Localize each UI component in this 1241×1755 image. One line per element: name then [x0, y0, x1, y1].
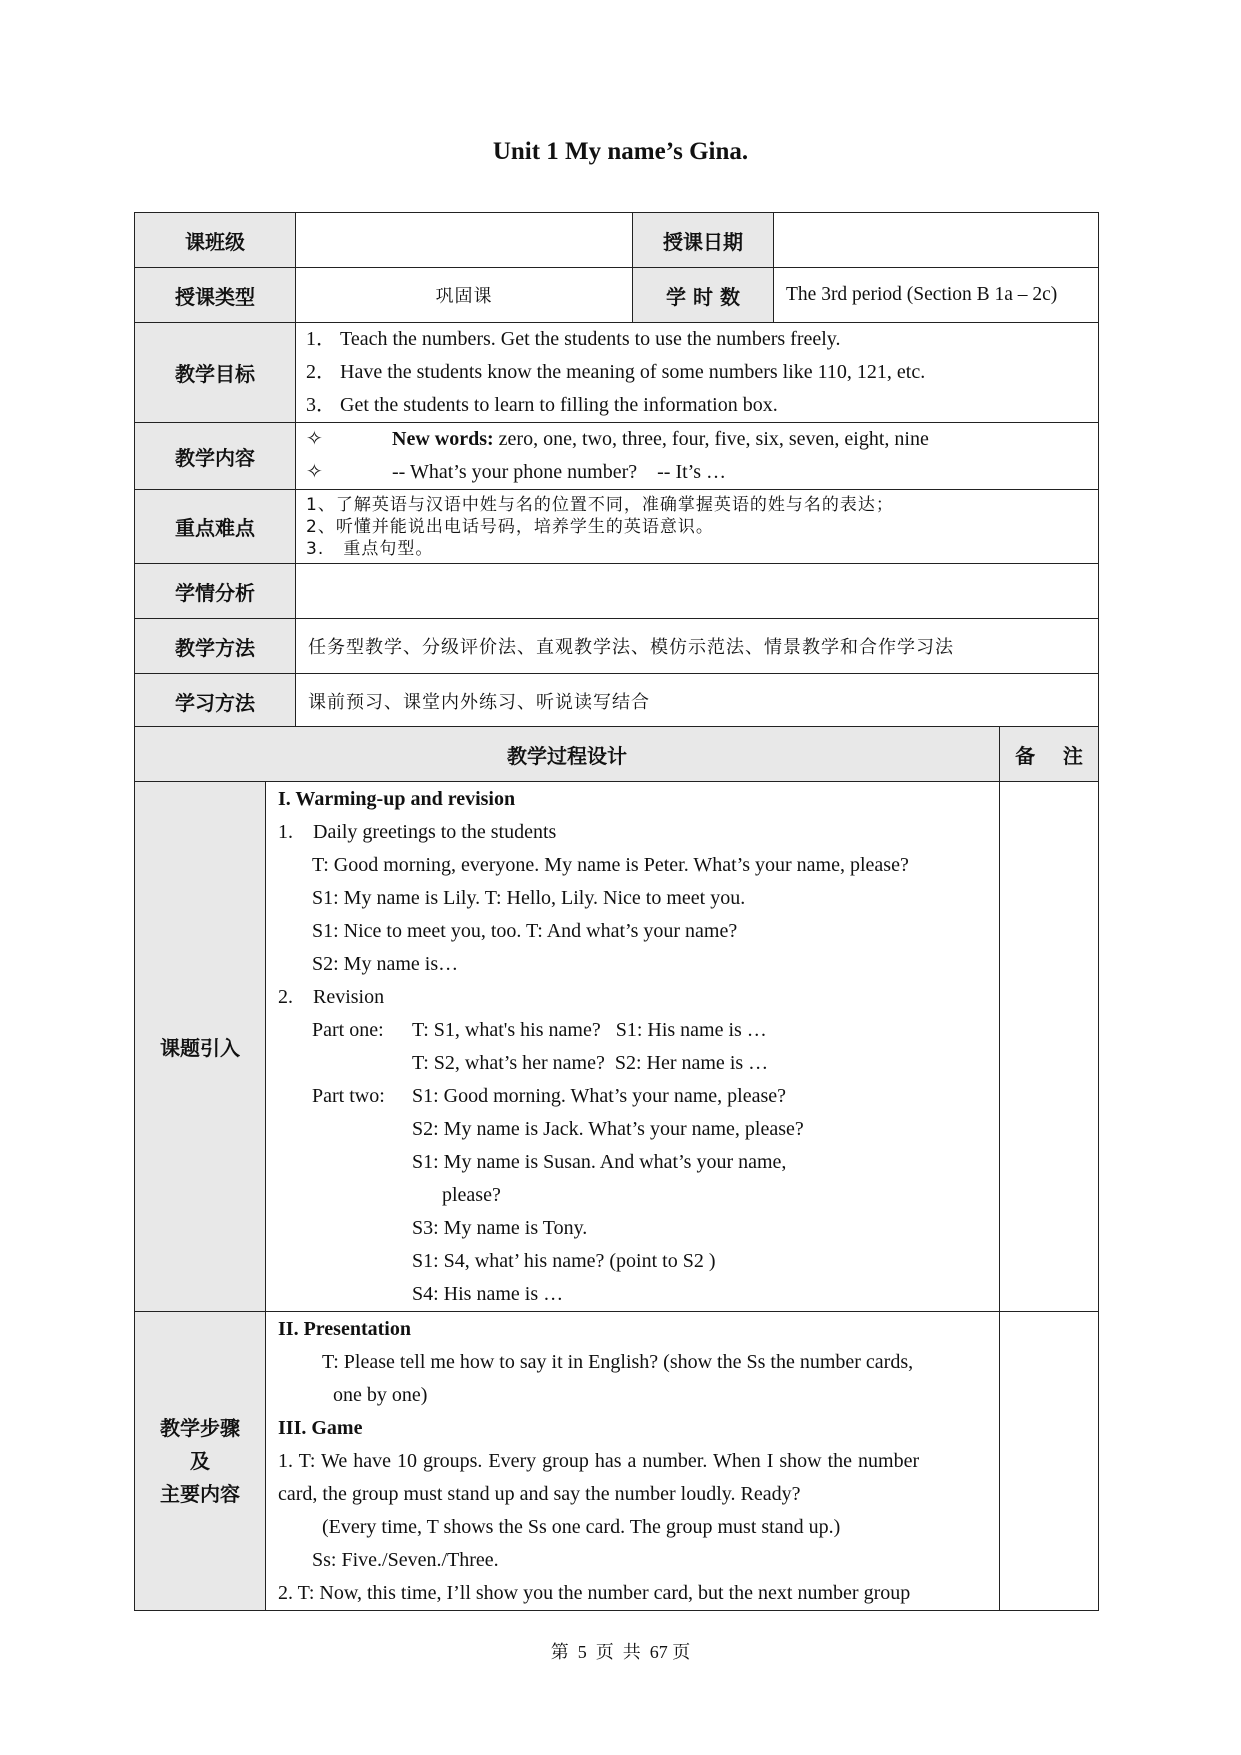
type-label: 授课类型 — [135, 268, 296, 323]
dialogue-line: S1: S4, what’ his name? (point to S2 ) — [412, 1250, 716, 1272]
goal-item: 2． Have the students know the meaning of some numbers like 110, 121, etc. — [306, 361, 926, 383]
step-line: card, the group must stand up and say the number loudly. Ready? — [278, 1483, 801, 1505]
method-value: 任务型教学、分级评价法、直观教学法、模仿示范法、情景教学和合作学习法 — [296, 619, 1099, 674]
difficulty-item: 1、了解英语与汉语中姓与名的位置不同，准确掌握英语的姓与名的表达； — [306, 494, 894, 515]
analysis-label: 学情分析 — [135, 564, 296, 619]
document-title: Unit 1 My name’s Gina. — [492, 138, 749, 165]
dialogue-line: T: S1, what's his name? S1: His name is … — [412, 1019, 767, 1041]
goals-list — [296, 323, 1099, 423]
notes-cell — [1000, 1312, 1099, 1611]
notes-header: 备 注 — [1000, 727, 1099, 782]
goals-label: 教学目标 — [135, 323, 296, 423]
step-line: Ss: Five./Seven./Three. — [312, 1549, 499, 1571]
difficulty-item: 2、听懂并能说出电话号码，培养学生的英语意识。 — [306, 516, 714, 537]
part-one — [278, 1014, 991, 1047]
study-label: 学习方法 — [135, 674, 296, 729]
content-item: ✧ -- What’s your phone number? -- It’s … — [306, 456, 1098, 489]
part-label: Part one: — [312, 1019, 384, 1041]
process-header: 教学过程设计 — [135, 727, 1000, 782]
steps-label: 教学步骤 及 主要内容 — [135, 1312, 266, 1611]
dialogue-line: S3: My name is Tony. — [412, 1217, 588, 1239]
dialogue-line: T: S2, what’s her name? S2: Her name is … — [412, 1052, 769, 1074]
goal-item: 3． Get the students to learn to filling the information box. — [306, 394, 778, 416]
notes-cell — [1000, 782, 1099, 1312]
type-value: 巩固课 — [296, 268, 633, 323]
date-label: 授课日期 — [633, 213, 774, 268]
date-value — [774, 213, 1099, 268]
step-line: (Every time, T shows the Ss one card. The group must stand up.) — [322, 1516, 841, 1538]
step-line: one by one) — [333, 1384, 428, 1406]
section-heading: II. Presentation — [278, 1318, 411, 1340]
teaching-process-table — [134, 726, 1099, 1611]
dialogue-line: S2: My name is Jack. What’s your name, please? — [412, 1118, 804, 1140]
diamond-bullet-icon: ✧ — [306, 428, 323, 450]
content-list — [296, 423, 1099, 490]
dialogue-line: S2: My name is… — [312, 953, 459, 975]
intro-content — [266, 782, 1000, 1312]
hours-value: The 3rd period (Section B 1a – 2c) — [774, 268, 1099, 323]
dialogue-line: S1: Nice to meet you, too. T: And what’s your name? — [312, 920, 738, 942]
steps-content — [266, 1312, 1000, 1611]
difficulty-list — [296, 490, 1099, 564]
dialogue-line: S1: My name is Susan. And what’s your name, — [412, 1151, 787, 1173]
dialogue-line: T: Good morning, everyone. My name is Peter. What’s your name, please? — [312, 854, 909, 876]
part-two — [278, 1080, 991, 1113]
dialogue-line: S1: Good morning. What’s your name, please? — [412, 1085, 787, 1107]
hours-label: 学 时 数 — [633, 268, 774, 323]
step-line: 2. T: Now, this time, I’ll show you the number card, but the next number group — [278, 1582, 911, 1604]
difficulty-label: 重点难点 — [135, 490, 296, 564]
method-label: 教学方法 — [135, 619, 296, 674]
goal-item: 1． Teach the numbers. Get the students to use the numbers freely. — [306, 328, 841, 350]
intro-item: 1. Daily greetings to the students — [278, 821, 557, 843]
section-heading: I. Warming-up and revision — [278, 788, 516, 810]
section-heading: III. Game — [278, 1417, 363, 1439]
part-label: Part two: — [312, 1085, 385, 1107]
dialogue-line: please? — [412, 1184, 501, 1206]
intro-item: 2. Revision — [278, 986, 385, 1008]
dialogue-line: S4: His name is … — [412, 1283, 564, 1305]
study-value: 课前预习、课堂内外练习、听说读写结合 — [296, 674, 1099, 729]
content-label: 教学内容 — [135, 423, 296, 490]
lesson-info-table — [134, 212, 1099, 729]
page-footer: 第 5 页 共 67 页 — [550, 1642, 691, 1662]
step-line: T: Please tell me how to say it in English? (show the Ss the number cards, — [322, 1351, 914, 1373]
class-label: 课班级 — [135, 213, 296, 268]
difficulty-item: 3. 重点句型。 — [306, 538, 434, 559]
content-item: ✧ New words: zero, one, two, three, four, five, six, seven, eight, nine — [306, 423, 1098, 456]
analysis-value — [296, 564, 1099, 619]
dialogue-line: S1: My name is Lily. T: Hello, Lily. Nice to meet you. — [312, 887, 746, 909]
intro-label: 课题引入 — [135, 782, 266, 1312]
step-line: 1. T: We have 10 groups. Every group has a number. When I show the number — [278, 1450, 920, 1472]
class-value — [296, 213, 633, 268]
diamond-bullet-icon: ✧ — [306, 461, 323, 483]
